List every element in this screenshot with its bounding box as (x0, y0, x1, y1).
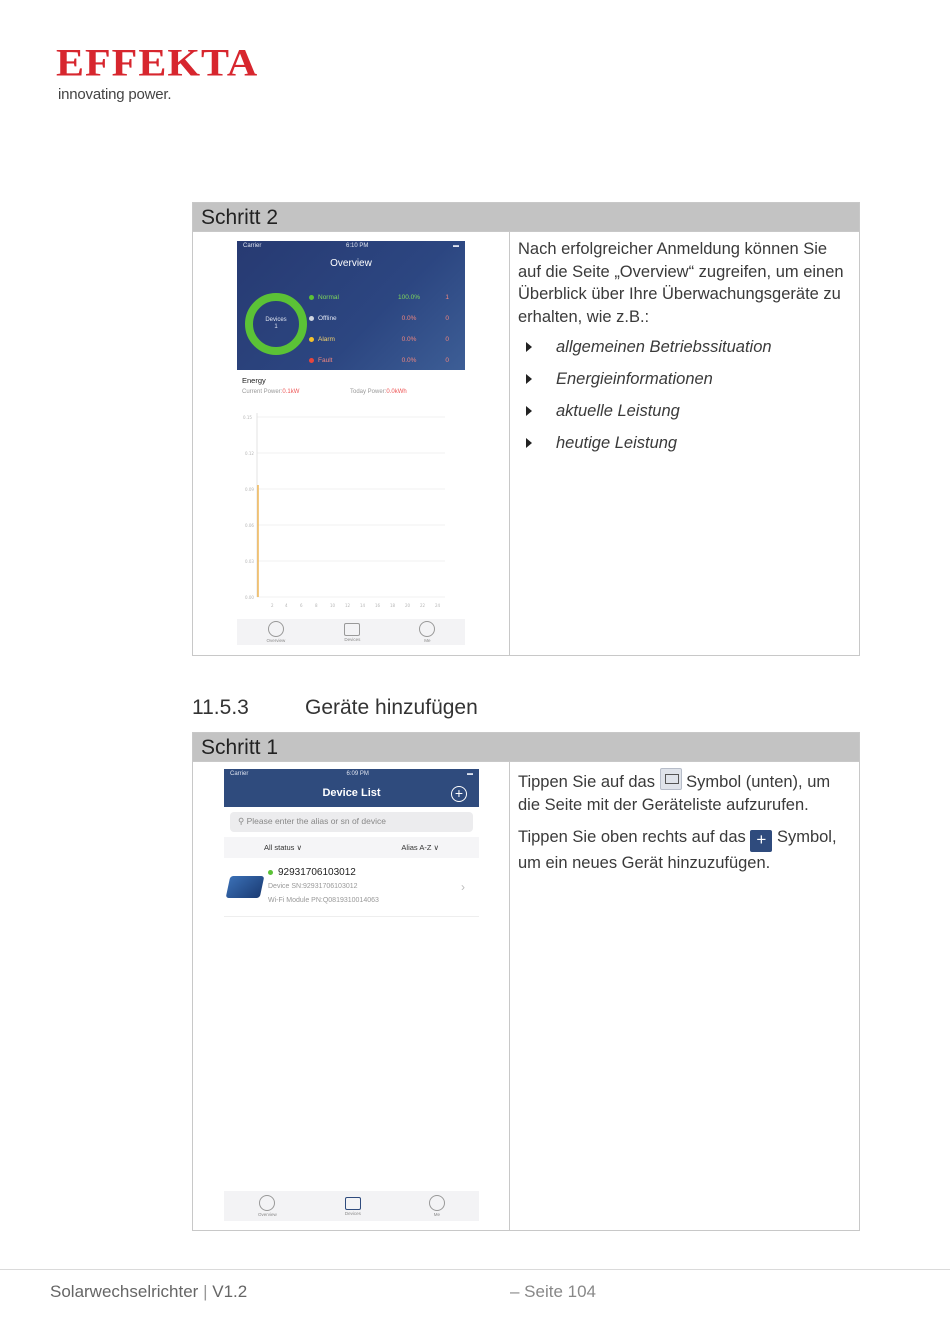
device-title: 92931706103012 (278, 867, 356, 878)
gauge-icon (268, 621, 284, 637)
battery-icon: ▬ (452, 243, 459, 249)
add-circle-icon: + (750, 830, 772, 852)
tab-devices[interactable]: Devices (345, 1197, 361, 1216)
tab-overview[interactable]: Overview (258, 1195, 277, 1217)
status-count: 0 (445, 357, 449, 364)
status-name: Fault (318, 357, 333, 364)
status-time: 6:09 PM (346, 771, 369, 777)
status-time: 6:10 PM (345, 243, 369, 249)
section-number: 11.5.3 (192, 696, 249, 719)
section-title: Geräte hinzufügen (305, 696, 478, 719)
device-sn: Device SN:92931706103012 (268, 883, 358, 890)
svg-text:12: 12 (345, 603, 351, 608)
footer-divider (0, 1269, 950, 1270)
online-dot (268, 870, 273, 875)
step1-paragraph-1: Tippen Sie auf das Symbol (unten), um die Seite mit der Geräteliste aufzurufen. (518, 768, 851, 816)
donut-label: Devices (265, 317, 287, 323)
status-count: 0 (445, 336, 449, 343)
device-icon (344, 623, 360, 636)
footer-product: Solarwechselrichter | V1.2 (50, 1282, 248, 1301)
svg-text:18: 18 (390, 603, 396, 608)
user-icon (429, 1195, 445, 1211)
tab-devices[interactable]: Devices (344, 623, 360, 642)
chevron-right-icon: › (461, 880, 465, 894)
step1-table (192, 732, 860, 1231)
overview-screenshot (237, 241, 465, 645)
step1-text-cell (510, 762, 859, 1230)
status-count: 1 (445, 294, 449, 301)
svg-text:22: 22 (420, 603, 426, 608)
status-name: Offline (318, 315, 337, 322)
devices-donut (245, 293, 307, 355)
status-dot (309, 316, 314, 321)
status-dot (309, 295, 314, 300)
device-wifi-pn: Wi-Fi Module PN:Q0819310014063 (268, 897, 379, 904)
battery-icon: ▬ (466, 771, 473, 777)
status-filter[interactable]: All status ∨ (264, 843, 303, 852)
status-carrier: Carrier (230, 771, 249, 777)
device-list-item[interactable] (224, 858, 479, 917)
bullet-item: allgemeinen Betriebssituation (518, 336, 851, 359)
energy-chart (237, 409, 465, 621)
logo-tagline: innovating power. (58, 86, 172, 103)
status-name: Alarm (318, 336, 335, 343)
svg-text:16: 16 (375, 603, 381, 608)
svg-text:4: 4 (285, 603, 288, 608)
status-percent: 0.0% (401, 315, 417, 322)
bottom-tab-bar (224, 1191, 479, 1221)
step2-table (192, 202, 860, 656)
svg-text:0.00: 0.00 (245, 595, 254, 600)
svg-text:0.06: 0.06 (245, 523, 254, 528)
svg-text:0.12: 0.12 (245, 451, 254, 456)
search-icon: ⚲ (238, 816, 247, 826)
svg-text:0.03: 0.03 (245, 559, 254, 564)
step2-screenshot-cell (193, 232, 510, 655)
gauge-icon (259, 1195, 275, 1211)
step2-header: Schritt 2 (193, 203, 859, 231)
user-icon (419, 621, 435, 637)
add-device-icon[interactable]: + (451, 786, 467, 802)
device-list-title: Device List (322, 787, 381, 799)
svg-text:10: 10 (330, 603, 336, 608)
status-percent: 0.0% (401, 357, 417, 364)
status-row-normal (309, 287, 459, 308)
section-heading (192, 696, 478, 720)
bullet-item: aktuelle Leistung (518, 400, 851, 423)
device-list-screenshot (224, 769, 479, 1221)
tab-overview[interactable]: Overview (267, 621, 286, 643)
step1-header: Schritt 1 (193, 733, 859, 761)
status-rows (309, 287, 459, 370)
bottom-tab-bar (237, 619, 465, 645)
svg-text:0.15: 0.15 (243, 415, 252, 420)
status-carrier: Carrier (243, 243, 262, 249)
inverter-image (226, 876, 265, 898)
status-row-alarm (309, 329, 459, 350)
svg-text:0.09: 0.09 (245, 487, 254, 492)
status-row-fault (309, 350, 459, 370)
svg-text:24: 24 (435, 603, 441, 608)
svg-text:2: 2 (271, 603, 274, 608)
tab-me[interactable]: Me (429, 1195, 445, 1217)
status-row-offline (309, 308, 459, 329)
footer-page-number: – Seite 104 (510, 1282, 597, 1301)
bullet-item: Energieinformationen (518, 368, 851, 391)
step1-paragraph-2: Tippen Sie oben rechts auf das + Symbol, um ein neues Gerät hinzuzufügen. (518, 828, 837, 872)
logo-brand: EFFEKTA (56, 42, 259, 85)
overview-title: Overview (330, 258, 372, 269)
svg-text:14: 14 (360, 603, 366, 608)
company-logo (56, 44, 258, 103)
devices-tab-icon (660, 768, 682, 790)
current-power: Current Power:0.1kW (242, 389, 300, 395)
svg-text:6: 6 (300, 603, 303, 608)
energy-label: Energy (242, 376, 266, 385)
status-dot (309, 337, 314, 342)
bullet-item: heutige Leistung (518, 432, 851, 455)
today-power: Today Power:0.0kWh (350, 389, 407, 395)
status-percent: 0.0% (401, 336, 417, 343)
status-dot (309, 358, 314, 363)
donut-count: 1 (274, 324, 278, 330)
status-count: 0 (445, 315, 449, 322)
device-search-input[interactable]: ⚲ Please enter the alias or sn of device (230, 812, 473, 832)
status-name: Normal (318, 294, 339, 301)
alias-sort[interactable]: Alias A-Z ∨ (401, 843, 439, 852)
status-percent: 100.0% (397, 294, 421, 301)
step2-bullet-list (518, 336, 851, 455)
svg-text:8: 8 (315, 603, 318, 608)
step1-screenshot-cell (193, 762, 510, 1230)
svg-text:20: 20 (405, 603, 411, 608)
step2-text-cell (510, 232, 859, 655)
step2-intro: Nach erfolgreicher Anmeldung können Sie auf die Seite „Overview“ zugreifen, um einen Überblick über Ihre Überwachungsgeräte zu erhalten, wie z.B.: (518, 240, 844, 326)
tab-me[interactable]: Me (419, 621, 435, 643)
device-icon (345, 1197, 361, 1210)
